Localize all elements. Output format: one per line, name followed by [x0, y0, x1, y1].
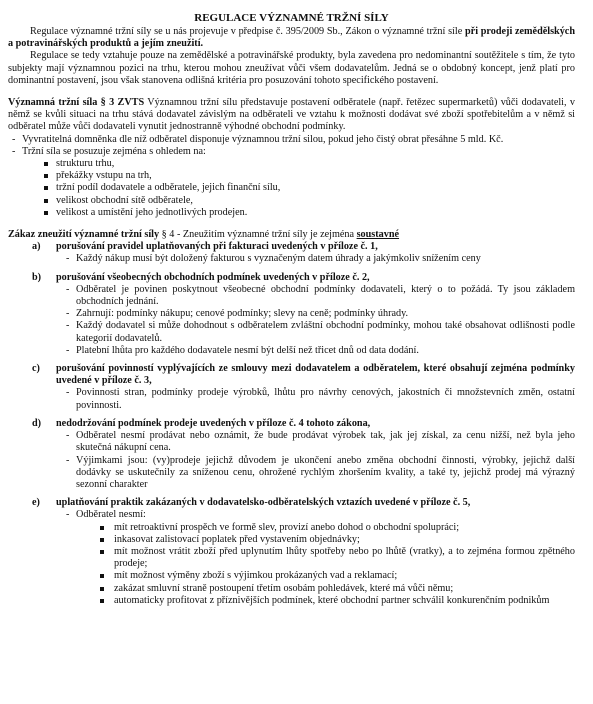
subitem-text: inkasovat zalistovací poplatek před vystavením objednávky; [114, 533, 360, 545]
criteria-item [8, 170, 575, 182]
section-item: - Povinnosti stran, podmínky prodeje výrobků, lhůtu pro návrhy cenových, jakostních či množstevních změn, ostatní povinnosti. [66, 387, 575, 411]
section-label: c) [32, 363, 40, 375]
document-title: REGULACE VÝZNAMNÉ TRŽNÍ SÍLY [194, 12, 389, 24]
square-bullet-icon [100, 587, 104, 591]
section-item: - Odběratel je povinen poskytnout všeobecné obchodní podmínky dodavateli, který o to požádá. Ty jsou základem obchodních jednání. [66, 284, 575, 308]
section-subitem [100, 595, 575, 607]
section-item: - Každý nákup musí být doložený fakturou s vyznačeným datem úhrady a jakýmkoliv snížením ceny [66, 253, 575, 265]
section-subitem [100, 522, 575, 534]
significant-heading: Významná tržní síla § 3 ZVTS [8, 97, 145, 109]
abuse-section [8, 241, 575, 253]
criteria-text: velikost obchodní sítě odběratele, [56, 194, 193, 206]
square-bullet-icon [100, 599, 104, 603]
subitem-text: automaticky profitovat z příznivějších podmínek, které obchodní partner schválil konkurenčním podnikům [114, 594, 550, 606]
section-heading: uplatňování praktik zakázaných v dodavatelsko-odběratelských vztazích uvedené v příloze č. 5, [56, 497, 471, 509]
significant-text: Významnou tržní sílu představuje postavení odběratele (např. řetězec supermarketů) vůči dodavateli, v němž se kvůli situaci na trhu stává dodavatel závislým na odběrateli ve vztahu k možnosti dodávat své zboží spotřebitelům a v němž si odběratel může vůči dodavateli vynutit jednostranně výhodné obchodní podmínky. [8, 97, 575, 133]
abuse-keyword: soustavné [356, 229, 400, 241]
intro-paragraph-1 [8, 26, 575, 50]
section-heading: porušování všeobecných obchodních podmínek uvedených v příloze č. 2, [56, 271, 370, 283]
section-item: - Výjimkami jsou: (vy)prodeje jejichž důvodem je ukončení anebo změna obchodní činnosti, výrobky, jejichž další dodávky se uskutečnily za sníženou cenu, ohrožené rychlým zhoršením kvality, a také ty, jejichž prodej má výrazný sezonní charakter [66, 455, 575, 492]
square-bullet-icon [44, 199, 48, 203]
significant-paragraph [8, 97, 575, 134]
criteria-text: strukturu trhu, [56, 158, 115, 170]
section-subitem [100, 583, 575, 595]
section-label: d) [32, 417, 42, 429]
intro-text: Regulace významné tržní síly se u nás projevuje v předpise č. 395/2009 Sb., Zákon o významné tržní síle [30, 26, 465, 37]
section-subitem [100, 546, 575, 570]
criteria-item [8, 158, 575, 170]
square-bullet-icon [100, 574, 104, 578]
criteria-text: překážky vstupu na trh, [56, 170, 152, 182]
intro-paragraph-2: Regulace se tedy vztahuje pouze na zemědělské a potravinářské produkty, byla zavedena pro nedominantní soutěžitele s tím, že tyto subjekty mají významnou pozici na trhu, kterou mohou zneužívat vůči všem dodavatelům. Jedná se o obdobný koncept, jenž platí pro dominantní postavení, jsou však stanovena odlišná kritéria pro posuzování tohoto specifického postavení. [8, 50, 575, 86]
subitem-text: mít retroaktivní prospěch ve formě slev, provizí anebo dohod o obchodní spolupráci; [114, 521, 460, 533]
square-bullet-icon [44, 211, 48, 215]
square-bullet-icon [44, 174, 48, 178]
section-heading: porušování pravidel uplatňovaných při fakturaci uvedených v příloze č. 1, [56, 241, 378, 253]
subitem-text: zakázat smluvní straně postoupení třetím osobám pohledávek, které má vůči němu; [114, 582, 454, 594]
section-label: a) [32, 241, 41, 253]
square-bullet-icon [100, 538, 104, 542]
section-heading: porušování povinností vyplývajících ze smlouvy mezi dodavatelem a odběratelem, které obsahují zejména podmínky uvedené v příloze č. 3, [56, 363, 575, 387]
abuse-heading: Zákaz zneužití významné tržní síly [8, 229, 160, 241]
section-item: - Odběratel nesmí prodávat nebo oznámit, že bude prodávat výrobek tak, jak jej získal, za cenu nižší, než byla jeho skutečná nákupní cena. [66, 430, 575, 454]
section-item: - Zahrnují: podmínky nákupu; cenové podmínky; slevy na ceně; podmínky úhrady. [66, 308, 575, 320]
criteria-text: tržní podíl dodavatele a odběratele, jejich finanční sílu, [56, 182, 281, 194]
abuse-section [8, 497, 575, 509]
subitem-text: mít možnost vrátit zboží před uplynutím lhůty spotřeby nebo po lhůtě (vratky), a to zejména formou zpětného prodeje; [114, 545, 575, 570]
abuse-sections [8, 241, 575, 607]
section-item: - Platební lhůta pro každého dodavatele nesmí být delší než třicet dnů od data dodání. [66, 345, 575, 357]
criteria-item [8, 182, 575, 194]
abuse-paragraph [8, 229, 575, 241]
section-label: b) [32, 271, 42, 283]
criteria-list [8, 158, 575, 219]
square-bullet-icon [44, 186, 48, 190]
significant-criteria-intro: - Tržní síla se posuzuje zejména s ohledem na: [8, 146, 575, 158]
section-heading: nedodržování podmínek prodeje uvedených v příloze č. 4 tohoto zákona, [56, 417, 371, 429]
intro-law-name: při prodeji zemědělských a potravinářských produktů a jejím zneužití. [8, 26, 575, 50]
square-bullet-icon [100, 550, 104, 554]
section-subitem [100, 570, 575, 582]
abuse-text: § 4 - Zneužitím významné tržní síly je zejména [159, 229, 357, 241]
criteria-item [8, 207, 575, 219]
abuse-section [8, 272, 575, 284]
subitem-text: mít možnost výměny zboží s výjimkou prokázaných vad a reklamací; [114, 570, 398, 582]
significant-presumption: - Vyvratitelná domněnka dle níž odběratel disponuje významnou tržní silou, pokud jeho čistý obrat přesáhne 5 mld. Kč. [8, 134, 575, 146]
section-item: - Odběratel nesmí: [66, 509, 575, 521]
abuse-section [8, 418, 575, 430]
abuse-section [8, 363, 575, 387]
section-subitem [100, 534, 575, 546]
criteria-item [8, 195, 575, 207]
square-bullet-icon [100, 526, 104, 530]
section-label: e) [32, 497, 40, 509]
criteria-text: velikost a umístění jeho jednotlivých prodejen. [56, 206, 248, 218]
square-bullet-icon [44, 162, 48, 166]
section-item: - Každý dodavatel si může dohodnout s odběratelem zvláštní obchodní podmínky, mohou také obsahovat odlišnosti podle kategorií dodavatelů. [66, 320, 575, 344]
